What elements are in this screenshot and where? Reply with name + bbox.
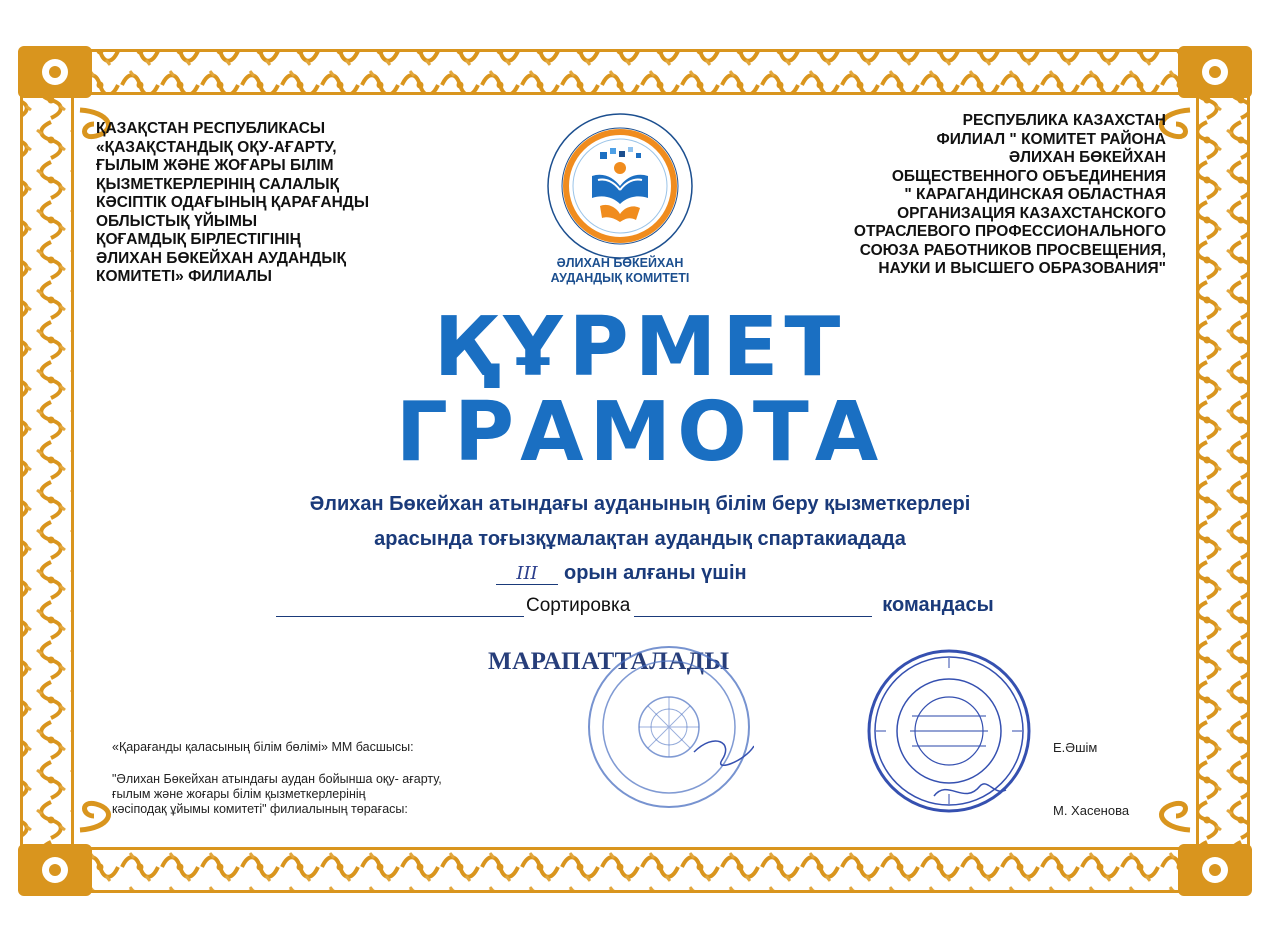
header-left-line: ҚОҒАМДЫҚ БІРЛЕСТІГІНІҢ	[96, 231, 301, 248]
place-row	[496, 562, 747, 585]
header-left-line: ҚЫЗМЕТКЕРЛЕРІНІҢ САЛАЛЫҚ	[96, 175, 340, 193]
signatory-left-2	[112, 772, 442, 817]
signatory-name-1: Е.Әшім	[1053, 740, 1098, 755]
header-left-line: КОМИТЕТІ» ФИЛИАЛЫ	[96, 268, 272, 285]
header-left-line: ОБЛЫСТЫҚ ҮЙЫМЫ	[96, 212, 258, 230]
emblem-caption	[540, 256, 700, 286]
emblem-caption-line1: ӘЛИХАН БӨКЕЙХАН	[556, 256, 684, 270]
title-line1: ҚҰРМЕТ	[433, 300, 847, 395]
team-underline-right	[634, 592, 872, 617]
header-left-line: ӘЛИХАН БӨКЕЙХАН АУДАНДЫҚ	[96, 249, 347, 267]
header-right-line: НАУКИ И ВЫСШЕГО ОБРАЗОВАНИЯ"	[878, 260, 1166, 277]
team-name: Сортировка	[526, 595, 631, 616]
header-left-line: ҚАЗАҚСТАН РЕСПУБЛИКАСЫ	[96, 120, 326, 137]
header-right-line: ОРГАНИЗАЦИЯ КАЗАХСТАНСКОГО	[897, 204, 1166, 222]
body-line2: арасында тоғызқұмалақтан аудандық спартакиадада	[374, 528, 906, 550]
header-right-org	[836, 112, 1166, 279]
header-left-line: ҒЫЛЫМ ЖӘНЕ ЖОҒАРЫ БІЛІМ	[96, 157, 334, 174]
signatory-left-1: «Қарағанды қаласының білім бөлімі» ММ басшысы:	[112, 740, 414, 754]
header-left-line: КӘСІПТІК ОДАҒЫНЫҢ ҚАРАҒАНДЫ	[96, 194, 370, 211]
header-right-line: ОБЩЕСТВЕННОГО ОБЪЕДИНЕНИЯ	[891, 167, 1166, 185]
emblem-caption-line2: АУДАНДЫҚ КОМИТЕТІ	[550, 271, 690, 285]
official-stamp-right	[864, 646, 1034, 816]
place-text: орын алғаны үшін	[564, 562, 747, 584]
header-right-line: " КАРАГАНДИНСКАЯ ОБЛАСТНАЯ	[904, 186, 1166, 203]
signatory-left-2-line1: "Әлихан Бөкейхан атындағы аудан бойынша оқу- ағарту,	[112, 772, 442, 786]
place-value: III	[496, 563, 558, 585]
title-line2: ГРАМОТА	[395, 385, 885, 480]
official-stamp-left	[584, 642, 754, 812]
header-right-line: ФИЛИАЛ " КОМИТЕТ РАЙОНА	[936, 130, 1166, 148]
header-right-line: ӘЛИХАН БӨКЕЙХАН	[1008, 149, 1166, 166]
signatory-left-2-line2: ғылым және жоғары білім қызметкерлерінің	[112, 787, 366, 801]
header-left-line: «ҚАЗАҚСТАНДЫҚ ОҚУ-АҒАРТУ,	[96, 138, 337, 156]
header-right-line: РЕСПУБЛИКА КАЗАХСТАН	[962, 112, 1166, 129]
signatory-left-2-line3: кәсіподақ ұйымы комитеті" филиалының төрағасы:	[112, 802, 408, 816]
signatory-name-2: М. Хасенова	[1053, 803, 1130, 818]
header-right-line: ОТРАСЛЕВОГО ПРОФЕССИОНАЛЬНОГО	[853, 223, 1166, 240]
team-word: командасы	[882, 594, 994, 616]
team-row	[276, 592, 994, 617]
body-line1: Әлихан Бөкейхан атындағы ауданының білім беру қызметкерлері	[309, 493, 971, 515]
header-left-org	[96, 120, 396, 287]
team-underline-left	[276, 592, 524, 617]
header-right-line: СОЮЗА РАБОТНИКОВ ПРОСВЕЩЕНИЯ,	[859, 241, 1166, 259]
awarded-heading: МАРАПАТТАЛАДЫ	[488, 648, 730, 675]
